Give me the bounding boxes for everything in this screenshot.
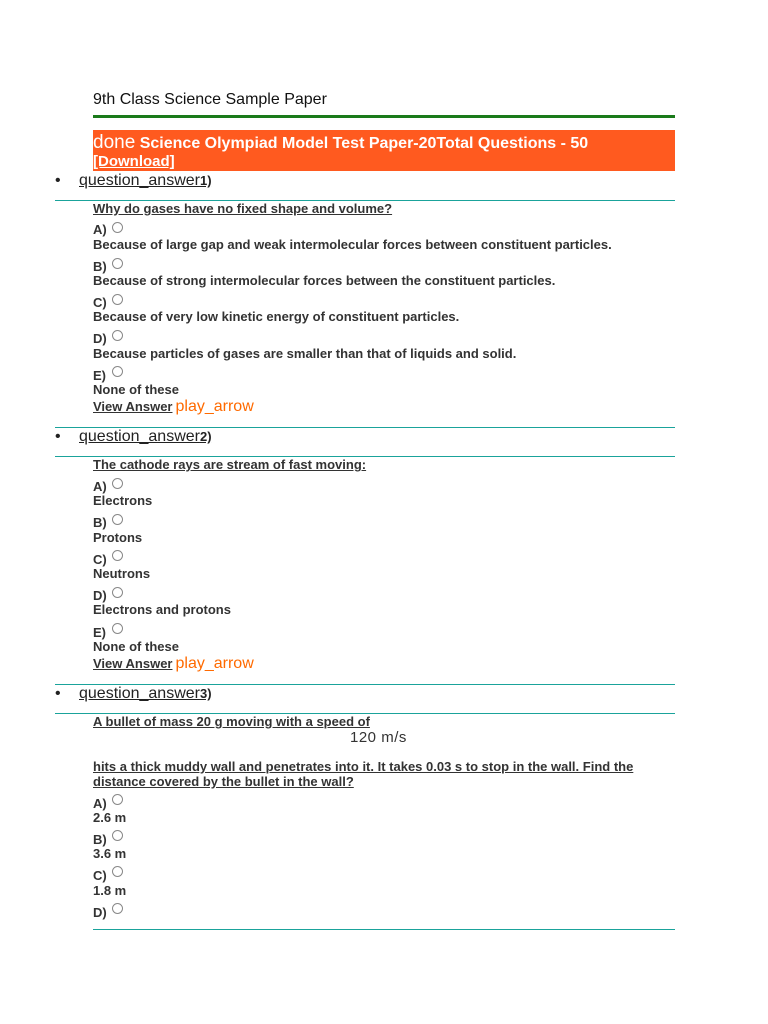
option-text: Because of large gap and weak intermolecular forces between constituent particles. <box>93 237 612 252</box>
test-banner <box>93 130 675 171</box>
speed-formula: 120 m/s <box>350 729 407 746</box>
title-divider <box>93 115 675 118</box>
radio-option-c[interactable] <box>112 294 123 305</box>
radio-option-d[interactable] <box>112 903 123 914</box>
option-text: Because particles of gases are smaller than that of liquids and solid. <box>93 346 517 361</box>
option-text: Protons <box>93 530 143 545</box>
divider <box>93 929 675 930</box>
radio-option-d[interactable] <box>112 330 123 341</box>
question-text: The cathode rays are stream of fast moving: <box>93 457 367 472</box>
option-text: Because of very low kinetic energy of constituent particles. <box>93 309 460 324</box>
option-text: 3.6 m <box>93 846 127 861</box>
play-arrow-icon: play_arrow <box>175 398 254 415</box>
question-answer-icon: question_answer <box>79 685 200 702</box>
radio-option-e[interactable] <box>112 623 123 634</box>
question-answer-icon: question_answer <box>79 172 200 189</box>
option-text: 2.6 m <box>93 810 127 825</box>
option-letter: C) <box>93 868 107 883</box>
option-letter: E) <box>93 368 106 383</box>
radio-option-e[interactable] <box>112 366 123 377</box>
view-answer-link[interactable] <box>93 655 254 673</box>
download-link[interactable]: [Download] <box>93 153 175 170</box>
banner-heading <box>93 132 588 154</box>
play-arrow-icon: play_arrow <box>175 655 254 672</box>
bullet-icon: • <box>55 428 61 445</box>
option-text: None of these <box>93 382 179 397</box>
done-icon: done <box>93 132 136 153</box>
question-text-part1: A bullet of mass 20 g moving with a speed of <box>93 714 370 729</box>
question-answer-link[interactable] <box>79 428 212 446</box>
page-title: 9th Class Science Sample Paper <box>93 91 327 108</box>
radio-option-b[interactable] <box>112 514 123 525</box>
option-letter: B) <box>93 832 107 847</box>
question-text-part2: hits a thick muddy wall and penetrates into it. It takes 0.03 s to stop in the wall. Find the distance covered by the bullet in the wall? <box>93 759 634 789</box>
question-answer-link[interactable] <box>79 172 212 190</box>
option-letter: B) <box>93 259 107 274</box>
question-answer-link[interactable] <box>79 685 212 703</box>
option-text: Electrons and protons <box>93 602 231 617</box>
view-answer-link[interactable] <box>93 398 254 416</box>
radio-option-d[interactable] <box>112 587 123 598</box>
option-text: None of these <box>93 639 179 654</box>
banner-title: Science Olympiad Model Test Paper-20Total Questions - 50 <box>139 135 589 152</box>
option-text: Because of strong intermolecular forces between the constituent particles. <box>93 273 556 288</box>
question-number: 1) <box>199 173 212 188</box>
radio-option-c[interactable] <box>112 550 123 561</box>
bullet-icon: • <box>55 172 61 189</box>
option-letter: D) <box>93 588 107 603</box>
question-number: 3) <box>199 686 212 701</box>
option-letter: E) <box>93 625 106 640</box>
bullet-icon: • <box>55 685 61 702</box>
view-answer-label: View Answer <box>93 656 173 671</box>
question-number: 2) <box>199 429 212 444</box>
view-answer-label: View Answer <box>93 399 173 414</box>
option-letter: D) <box>93 331 107 346</box>
radio-option-a[interactable] <box>112 478 123 489</box>
radio-option-a[interactable] <box>112 794 123 805</box>
radio-option-c[interactable] <box>112 866 123 877</box>
radio-option-a[interactable] <box>112 222 123 233</box>
radio-option-b[interactable] <box>112 258 123 269</box>
option-letter: C) <box>93 552 107 567</box>
question-text: Why do gases have no fixed shape and volume? <box>93 201 393 216</box>
option-text: Electrons <box>93 493 153 508</box>
question-answer-icon: question_answer <box>79 428 200 445</box>
option-letter: A) <box>93 222 107 237</box>
option-text: 1.8 m <box>93 883 127 898</box>
option-letter: A) <box>93 796 107 811</box>
radio-option-b[interactable] <box>112 830 123 841</box>
option-letter: A) <box>93 479 107 494</box>
option-letter: D) <box>93 905 107 920</box>
option-text: Neutrons <box>93 566 151 581</box>
option-letter: C) <box>93 295 107 310</box>
option-letter: B) <box>93 515 107 530</box>
